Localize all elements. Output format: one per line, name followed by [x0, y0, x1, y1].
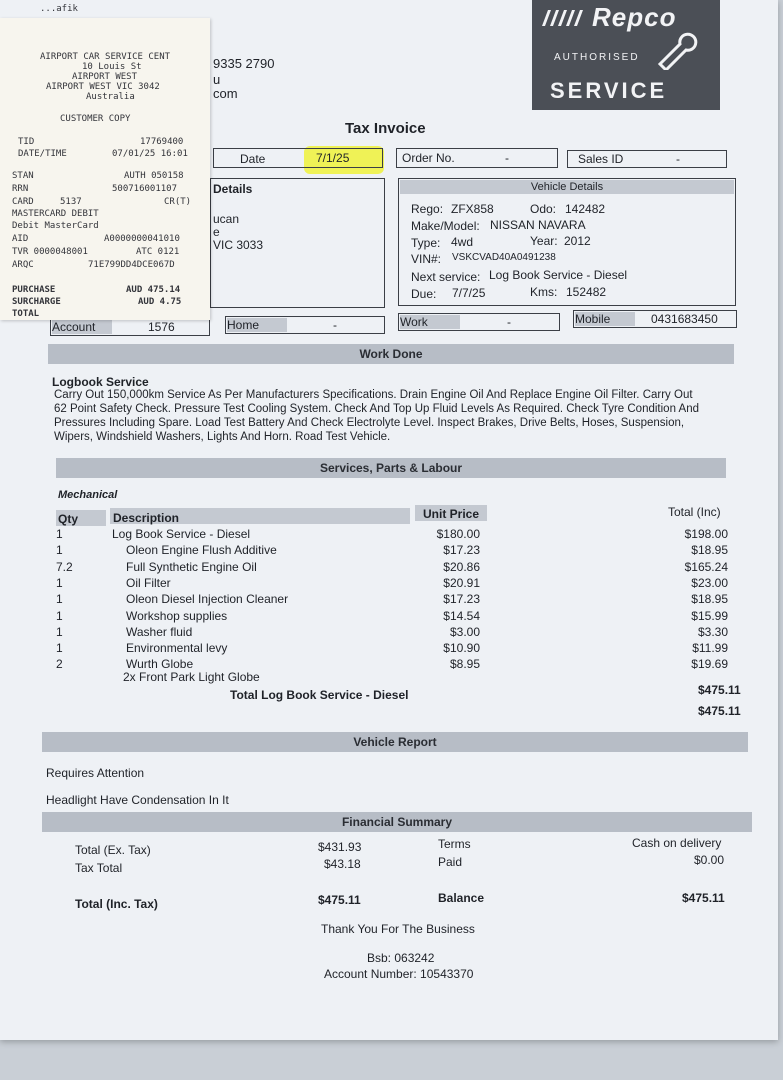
receipt-addr-3: AIRPORT WEST VIC 3042: [46, 82, 160, 92]
service-row-total: $3.30: [697, 624, 728, 639]
work-done-title: Logbook Service: [52, 375, 149, 389]
receipt-rrn: 500716001107: [112, 184, 178, 194]
account-number-text: Account Number: 10543370: [324, 967, 474, 981]
tax-total-label: Tax Total: [75, 861, 123, 875]
work-done-line-1: Carry Out 150,000km Service As Per Manufacturers Specifications. Drain Engine Oil And Replace Engine Oil Filter. Carry Out: [54, 389, 693, 401]
make-label: Make/Model:: [411, 219, 480, 233]
service-row-desc: Wurth Globe: [126, 657, 194, 672]
page-title: Tax Invoice: [345, 120, 426, 137]
bsb-text: Bsb: 063242: [367, 951, 435, 965]
receipt-tid: 17769400: [140, 137, 184, 147]
work-done-line-2: 62 Point Safety Check. Pressure Test Cooling System. Check And Top Up Fluid Levels As Required. Check Tyre Condition And: [54, 403, 699, 415]
service-row-total: $198.00: [684, 527, 728, 541]
type-value: 4wd: [451, 235, 474, 249]
work-label: Work: [400, 315, 460, 329]
service-row-qty: 1: [56, 527, 63, 541]
service-row-unit: $17.23: [443, 543, 480, 558]
service-row-total: $19.69: [691, 657, 728, 672]
service-row-unit: $180.00: [436, 527, 480, 541]
sales-label: Sales ID: [578, 152, 624, 166]
balance-value: $475.11: [682, 891, 725, 905]
receipt-arqc-label: ARQC: [12, 260, 34, 270]
odo-label: Odo:: [530, 202, 557, 216]
service-row-unit: $20.91: [443, 575, 480, 590]
receipt-top-fragment: ...afik: [40, 4, 78, 14]
services-category: Mechanical: [58, 489, 118, 501]
rego-value: ZFX858: [451, 202, 494, 216]
order-value: -: [505, 151, 509, 165]
receipt-addr-1: 10 Louis St: [82, 62, 142, 72]
receipt-tid-label: TID: [18, 137, 35, 147]
receipt-dt-label: DATE/TIME: [18, 149, 67, 159]
type-label: Type:: [411, 236, 441, 250]
subtotal-label: Total Log Book Service - Diesel: [230, 688, 409, 702]
next-service-value: Log Book Service - Diesel: [489, 268, 628, 282]
kms-label: Kms:: [530, 285, 558, 299]
customer-fragment-3: VIC 3033: [213, 238, 264, 252]
service-row-unit: $10.90: [443, 641, 480, 656]
vehicle-details-heading: Vehicle Details: [400, 180, 734, 194]
next-service-label: Next service:: [411, 270, 481, 284]
grand-total-value: $475.11: [698, 704, 741, 718]
thanks-text: Thank You For The Business: [321, 922, 475, 936]
ex-tax-value: $431.93: [318, 840, 362, 854]
home-label: Home: [227, 318, 287, 332]
receipt-copy: CUSTOMER COPY: [60, 114, 131, 124]
service-row-desc: Log Book Service - Diesel: [112, 527, 251, 541]
receipt-tvr: TVR 0000048001: [12, 247, 88, 257]
service-row-total: $18.95: [691, 543, 728, 558]
service-row-desc: Full Synthetic Engine Oil: [126, 559, 257, 574]
service-row-desc: Oleon Engine Flush Additive: [126, 543, 277, 558]
service-row-qty: 2: [56, 657, 63, 672]
receipt-card-suffix: CR(T): [164, 197, 192, 207]
account-value: 1576: [148, 320, 175, 334]
logo-brand: Repco: [592, 2, 677, 32]
service-row-desc: Oil Filter: [126, 575, 171, 590]
service-row-desc: Washer fluid: [126, 624, 193, 639]
receipt-addr-2: AIRPORT WEST: [72, 72, 138, 82]
service-row-qty: 1: [56, 575, 63, 590]
report-line-1: Requires Attention: [46, 766, 145, 780]
make-value: NISSAN NAVARA: [490, 218, 586, 232]
receipt-merchant: AIRPORT CAR SERVICE CENT: [40, 52, 171, 62]
shop-web-fragment-2: com: [213, 86, 238, 101]
service-row-qty: 7.2: [56, 559, 73, 574]
kms-value: 152482: [566, 285, 607, 299]
date-label: Date: [240, 152, 266, 166]
details-label: Details: [213, 182, 253, 196]
year-value: 2012: [564, 234, 591, 248]
eftpos-receipt: [0, 4, 210, 320]
receipt-card-name: Debit MasterCard: [12, 221, 99, 231]
services-heading: Services, Parts & Labour: [56, 458, 726, 478]
qty-header: Qty: [58, 512, 79, 526]
due-value: 7/7/25: [452, 286, 486, 300]
receipt-stan-label: STAN: [12, 171, 34, 181]
receipt-total-label: TOTAL: [12, 309, 40, 319]
repco-logo: [532, 0, 720, 110]
receipt-card-type: MASTERCARD DEBIT: [12, 209, 99, 219]
total-header: Total (Inc): [668, 505, 721, 519]
receipt-card: 5137: [60, 197, 82, 207]
service-row-total: $165.24: [684, 559, 728, 574]
vin-label: VIN#:: [411, 252, 442, 266]
customer-fragment-2: e: [213, 225, 220, 239]
service-row-total: $18.95: [691, 592, 728, 607]
sales-value: -: [676, 152, 680, 166]
service-row-total: $15.99: [691, 608, 728, 623]
receipt-purchase: AUD 475.14: [126, 285, 181, 295]
receipt-rrn-label: RRN: [12, 184, 29, 194]
logo-authorised: AUTHORISED: [554, 52, 640, 63]
mobile-value: 0431683450: [651, 312, 718, 326]
service-row-total: $11.99: [692, 641, 728, 656]
subtotal-value: $475.11: [698, 683, 741, 697]
tax-total-value: $43.18: [324, 857, 361, 871]
rego-label: Rego:: [411, 202, 444, 216]
work-value: -: [507, 315, 511, 329]
date-value: 7/1/25: [316, 151, 350, 165]
due-label: Due:: [411, 287, 437, 301]
terms-label: Terms: [438, 837, 471, 851]
desc-header: Description: [113, 511, 180, 525]
service-row-unit: $8.95: [449, 657, 480, 672]
logo-service: SERVICE: [550, 78, 668, 103]
vin-value: VSKCVAD40A0491238: [452, 252, 556, 263]
ex-tax-label: Total (Ex. Tax): [75, 843, 151, 857]
home-value: -: [333, 318, 337, 332]
receipt-aid: A0000000041010: [104, 234, 180, 244]
service-row-unit: $17.23: [443, 592, 480, 607]
receipt-addr-4: Australia: [86, 92, 135, 102]
mobile-label: Mobile: [575, 312, 635, 326]
paid-value: $0.00: [694, 853, 725, 867]
service-row-desc: Oleon Diesel Injection Cleaner: [126, 592, 289, 607]
vehicle-report-heading: Vehicle Report: [42, 732, 748, 752]
service-row-unit: $20.86: [443, 559, 480, 574]
customer-fragment-1: ucan: [213, 212, 240, 226]
logo-stripes-icon: [538, 8, 592, 28]
receipt-surcharge: AUD 4.75: [138, 297, 182, 307]
service-row-qty: 1: [56, 592, 63, 607]
shop-web-fragment: u: [213, 72, 221, 87]
inc-tax-value: $475.11: [318, 893, 361, 907]
odo-value: 142482: [565, 202, 606, 216]
order-label: Order No.: [402, 151, 455, 165]
service-row-desc: Environmental levy: [126, 641, 228, 656]
service-row-unit: $3.00: [449, 624, 480, 639]
work-done-heading: Work Done: [48, 344, 734, 364]
account-label: Account: [52, 320, 112, 334]
inc-tax-label: Total (Inc. Tax): [75, 897, 158, 911]
service-row-qty: 1: [56, 543, 63, 558]
receipt-aid-label: AID: [12, 234, 29, 244]
service-row-qty: 1: [56, 641, 63, 656]
paid-label: Paid: [438, 855, 463, 869]
receipt-arqc: 71E799DD4DCE067D: [88, 260, 175, 270]
terms-value: Cash on delivery: [632, 836, 722, 850]
receipt-surcharge-label: SURCHARGE: [12, 297, 61, 307]
unit-header: Unit Price: [423, 507, 480, 521]
wrench-icon: [650, 30, 700, 70]
receipt-purchase-label: PURCHASE: [12, 285, 56, 295]
balance-label: Balance: [438, 891, 485, 905]
receipt-card-label: CARD: [12, 197, 34, 207]
service-row-unit: $14.54: [443, 608, 480, 623]
service-row-desc: Workshop supplies: [126, 608, 228, 623]
receipt-dt: 07/01/25 16:01: [112, 149, 188, 159]
receipt-stan: AUTH 050158: [124, 171, 184, 181]
shop-phone: 9335 2790: [213, 56, 275, 71]
service-row-qty: 1: [56, 608, 63, 623]
service-row-qty: 1: [56, 624, 63, 639]
work-done-line-3: Pressures Including Spare. Load Test Battery And Check Electrolyte Level. Inspect Brakes, Drive Belts, Hoses, Suspension,: [54, 417, 685, 429]
report-line-2: Headlight Have Condensation In It: [46, 793, 229, 807]
financial-heading: Financial Summary: [42, 812, 752, 832]
year-label: Year:: [530, 234, 558, 248]
receipt-atc: ATC 0121: [136, 247, 180, 257]
service-row-total: $23.00: [691, 575, 728, 590]
work-done-line-4: Wipers, Windshield Washers, Lights And Horn. Road Test Vehicle.: [54, 431, 391, 443]
service-extra-line: 2x Front Park Light Globe: [123, 670, 260, 684]
date-box: [213, 148, 383, 168]
